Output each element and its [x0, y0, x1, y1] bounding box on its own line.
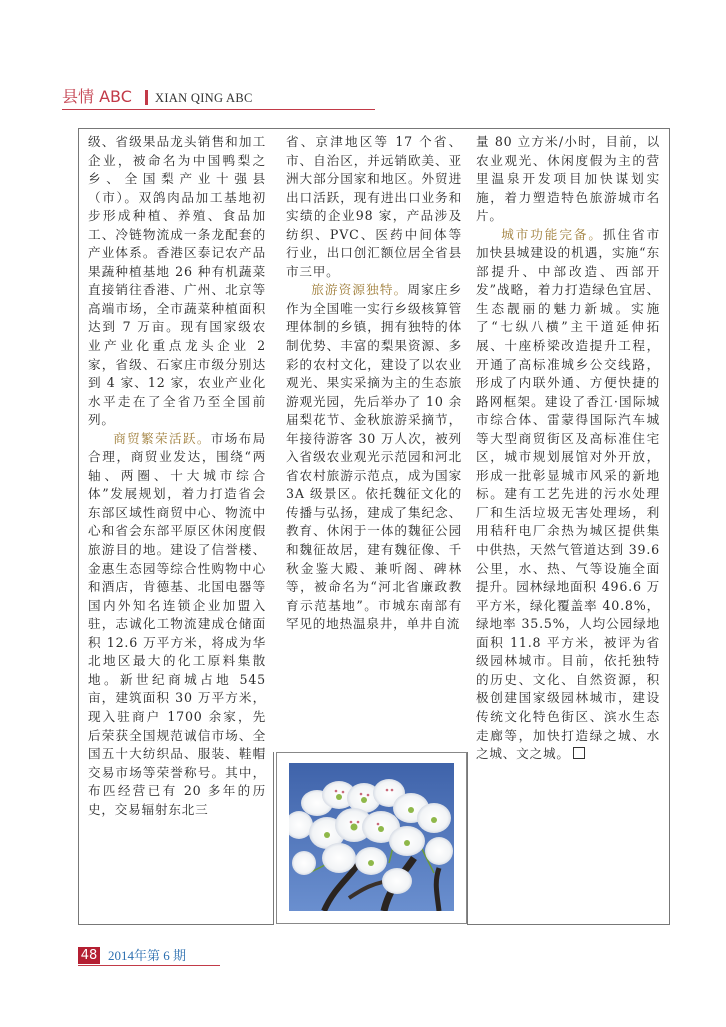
paragraph: 旅游资源独特。周家庄乡作为全国唯一实行乡级核算管理体制的乡镇，拥有独特的体制优势、丰富的梨果资源、多彩的农村文化，建设了以农业观光、果实采摘为主的生态旅游观光园，先后举办了 10 余届梨花节、金秋旅游采摘节，年接待游客 30 万人次，被列入省级农业观光示范园和河北省农村旅游示范点，成为国家 3A 级景区。依托魏征文化的传播与弘扬，建成了集纪念、教育、休闲于一体的魏征公园和魏征故居，建有魏征像、千秋金鉴大殿、兼听阁、碑林等，被命名为“河北省廉政教育示范基地”。市城东南部有罕见的地热温泉井，单井自流 [286, 282, 462, 632]
frame-divider-right [467, 752, 468, 925]
frame-bottom-left [78, 924, 274, 925]
paragraph-heading: 旅游资源独特。 [311, 282, 408, 298]
pear-blossom-photo [289, 763, 454, 911]
paragraph-heading: 商贸繁荣活跃。 [113, 430, 211, 446]
section-header [62, 87, 375, 110]
frame-bottom-right [468, 924, 670, 925]
paragraph-heading: 城市功能完备。 [501, 226, 603, 242]
frame-divider-left [273, 752, 274, 925]
frame-right [669, 128, 670, 924]
photo-frame [276, 752, 467, 924]
paragraph: 省、京津地区等 17 个省、市、自治区，并远销欧美、亚洲大部分国家和地区。外贸进出口活跃，现有进出口业务和实绩的企业98 家，产品涉及纺织、PVC、医药中间体等行业，出口创汇额位居全省县市三甲。 [286, 134, 462, 279]
end-mark-icon [573, 747, 585, 759]
section-title-en: XIAN QING ABC [155, 91, 253, 105]
paragraph: 城市功能完备。抓住省市加快县城建设的机遇，实施“东部提升、中部改造、西部开发”战略，着力打造绿色宜居、生态靓丽的魅力新城。实施了“七纵八横”主干道延伸拓展、十座桥梁改造提升工程，开通了高标准城乡公交线路，形成了内联外通、方便快捷的路网框架。建设了香江·国际城市综合体、雷蒙得国际汽车城等大型商贸街区及高标准住宅区，城市规划展馆对外开放，形成一批彰显城市风采的新地标。建有工艺先进的污水处理厂和生活垃圾无害处理场，利用秸秆电厂余热为城区提供集中供热，天然气管道达到 39.6 公里，水、热、气等设施全面提升。园林绿地面积 496.6 万平方米，绿化覆盖率 40.8%，绿地率 35.5%，人均公园绿地面积 11.8 平方米，被评为省级园林城市。目前，依托独特的历史、文化、自然资源，积极创建国家级园林城市，建设传统文化特色街区、滨水生态走廊等，加快打造绿之城、水之城、文之城。 [476, 226, 661, 762]
article-column-2 [286, 133, 462, 634]
paragraph: 量 80 立方米/小时，目前，以农业观光、休闲度假为主的营里温泉开发项目加快谋划实施，着力塑造特色旅游城市名片。 [476, 134, 660, 224]
page-number: 48 [78, 947, 100, 964]
header-divider [145, 90, 148, 105]
frame-left [78, 128, 79, 924]
pear-blossom-image [289, 763, 454, 911]
page-footer [78, 945, 220, 966]
issue-label: 2014年第 6 期 [108, 948, 187, 963]
paragraph: 商贸繁荣活跃。市场布局合理，商贸业发达，围绕“两轴、两圈、十大城市综合体”发展规划，着力打造省会东部区域性商贸中心、物流中心和省会东部平原区休闲度假旅游目的地。建设了信誉楼、金惠生态园等综合性购物中心和酒店，肯德基、北国电器等国内外知名连锁企业加盟入驻，志诚化工物流建成仓储面积 12.6 万平方米，将成为华北地区最大的化工原料集散地。新世纪商城占地 545 亩，建筑面积 30 万平方米，现入驻商户 1700 余家，先后荣获全国规范诚信市场、全国五十大纺织品、服装、鞋帽交易市场等荣誉称号。其中，布匹经营已有 20 多年的历史，交易辐射东北三 [88, 430, 266, 817]
article-column-3 [476, 133, 660, 764]
article-column-1 [88, 133, 266, 819]
paragraph: 级、省级果品龙头销售和加工企业，被命名为中国鸭梨之乡、全国梨产业十强县（市）。双鸽肉品加工基地初步形成种植、养殖、食品加工、冷链物流成一条龙配套的产业体系。香港区泰记农产品果蔬种植基地 26 种有机蔬菜直接销往香港、广州、北京等高端市场，全市蔬菜种植面积达到 7 万亩。现有国家级农业产业化重点龙头企业 2 家，省级、石家庄市级分别达到 4 家、12 家，农业产业化水平走在了全省乃至全国前列。 [88, 134, 266, 428]
section-title-cn: 县情 ABC [62, 87, 132, 106]
frame-top [78, 128, 670, 129]
